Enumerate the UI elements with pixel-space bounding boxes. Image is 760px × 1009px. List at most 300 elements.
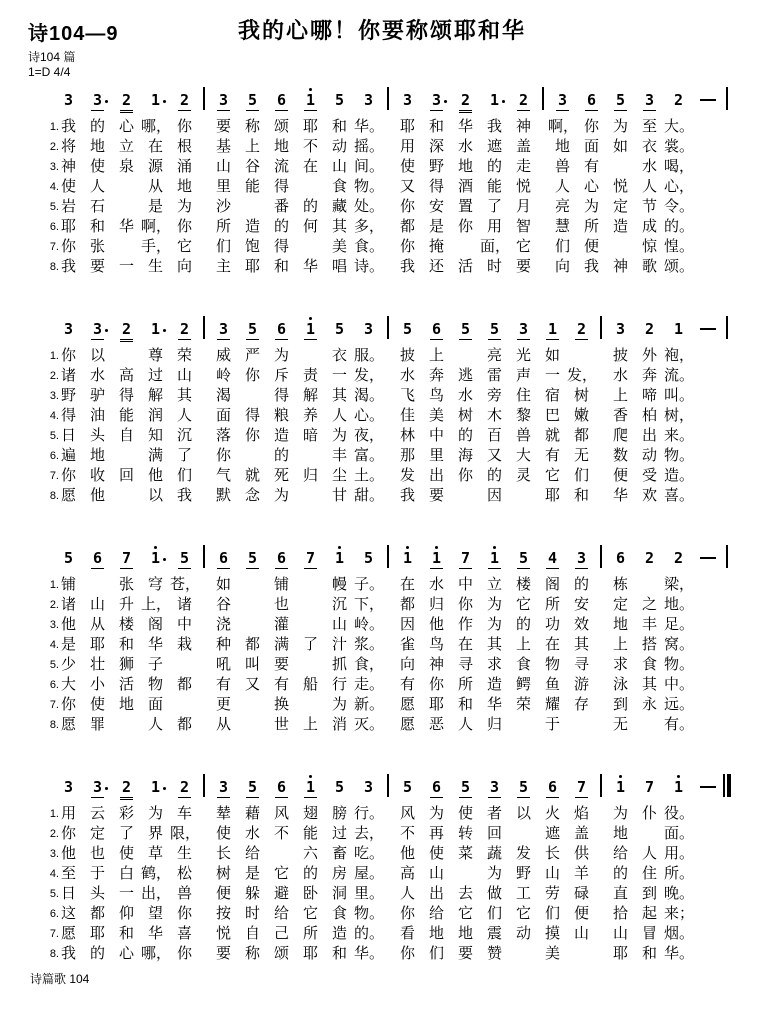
syllable: 要 [457,945,473,962]
syllable: 立 [486,576,502,593]
syllable [296,595,325,615]
lyric-row [28,804,736,824]
syllable: 默 [215,487,231,504]
bar-gap [383,635,393,655]
note [54,544,83,572]
syllable: 其 [641,676,657,693]
syllable: 直 [612,885,628,902]
syllable: 火 [544,805,560,822]
syllable: 耶 [89,636,105,653]
syllable: 那 [399,447,415,464]
syllable [238,575,267,595]
syllable: 威 [215,347,231,364]
note [83,315,112,343]
syllable: 上 [244,138,260,155]
syllable: 泉 [118,158,134,175]
syllable: 水 [244,825,260,842]
lyric-row [28,237,736,257]
note [267,315,296,343]
syllable: 旁 [486,387,502,404]
bar-gap [199,486,209,506]
syllable: 甜。 [354,487,385,504]
syllable: 海 [457,447,473,464]
syllable: 为 [486,596,502,613]
syllable: 头 [89,885,105,902]
syllable: 以 [89,347,105,364]
syllable: 动 [331,138,347,155]
bar-gap [199,904,209,924]
syllable: 披 [612,347,628,364]
syllable: 和 [457,696,473,713]
verse-number: 2. [49,599,59,611]
verse-number: 3. [49,619,59,631]
note-digit: 3 [63,778,74,796]
syllable: 的 [486,158,502,175]
syllable: 看 [399,925,415,942]
syllable: 船 [302,676,318,693]
lyric-row [28,386,736,406]
note-digit: 3 [218,320,229,338]
syllable: 更 [215,696,231,713]
note [451,315,480,343]
underline [178,110,191,111]
note [451,544,480,572]
syllable: 了 [486,198,502,215]
syllable: 风 [273,805,289,822]
lyric-row [28,406,736,426]
syllable: 种 [215,636,231,653]
syllable: 其 [331,387,347,404]
syllable: 就 [544,427,560,444]
syllable: 使 [89,696,105,713]
underline [575,797,588,798]
syllable: 都 [89,905,105,922]
syllable: 为 [612,805,628,822]
syllable: 羊 [573,865,589,882]
syllable: 你 [399,238,415,255]
note-digit: 1 [151,778,160,796]
syllable: 死 [273,467,289,484]
bar-gap [199,804,209,824]
syllable: 去 [457,885,473,902]
syllable: 华。 [354,945,385,962]
bar-gap [199,217,209,237]
syllable: 黎 [515,407,531,424]
syllable: 是 [147,198,163,215]
syllable: 爬 [612,427,628,444]
lyric-row [28,157,736,177]
underline [304,797,317,798]
bar-gap [383,406,393,426]
syllable: 水 [89,367,105,384]
syllable: 称 [244,118,260,135]
syllable: 足。 [664,616,695,633]
syllable: 住 [515,387,531,404]
syllable: 丰 [641,616,657,633]
syllable: 鳄 [515,676,531,693]
duration-dot [163,558,166,561]
syllable: 面 [583,138,599,155]
syllable: 归 [486,716,502,733]
note [141,86,170,114]
syllable: 将 [60,138,76,155]
syllable: 岩 [60,198,76,215]
syllable [238,595,267,615]
syllable: 灭。 [354,716,385,733]
syllable: 浆。 [354,636,385,653]
syllable: 供 [573,845,589,862]
underline [246,110,259,111]
syllable: 物。 [354,178,385,195]
underline-slot [120,109,133,114]
note-digit: 7 [460,549,471,567]
syllable [693,486,722,506]
syllable: 美 [428,407,444,424]
underline [178,568,191,569]
syllable: 效 [573,616,589,633]
syllable: 根 [176,138,192,155]
note [548,86,577,114]
syllable: 子 [147,656,163,673]
syllable: 物。 [664,447,695,464]
syllable: 耶 [544,487,560,504]
syllable: 劳 [544,885,560,902]
underline-slot [304,796,317,801]
underline-slot [217,567,230,572]
dash-mark [700,99,716,101]
syllable: 发， [567,367,598,384]
bar-gap [722,715,732,735]
syllable: 定 [612,596,628,613]
syllable: 叫 [244,656,260,673]
bar-gap [722,197,732,217]
verse-number: 2. [49,141,59,153]
note-digit: 6 [431,320,442,338]
syllable: 换 [273,696,289,713]
syllable: 愿 [60,925,76,942]
bar-gap [383,366,393,386]
syllable: 柏 [641,407,657,424]
syllable: 丰 [331,447,347,464]
syllable: 落 [215,427,231,444]
syllable: 膀 [331,805,347,822]
syllable: 一 [118,885,134,902]
syllable: 屋。 [354,865,385,882]
syllable: 歌 [641,258,657,275]
syllable [451,237,480,257]
syllable: 有 [544,447,560,464]
note-digit: 5 [179,549,190,567]
note [635,86,664,114]
bar-gap [383,257,393,277]
note [267,86,296,114]
bar-gap [383,804,393,824]
syllable: 在 [147,138,163,155]
syllable: 我 [399,487,415,504]
syllable: 神 [612,258,628,275]
syllable: 作 [457,616,473,633]
underline [304,110,317,111]
syllable: 野 [428,158,444,175]
syllable: 巴 [544,407,560,424]
syllable: 亮 [486,347,502,364]
bar-gap [722,257,732,277]
lyric-row [28,346,736,366]
note [83,773,112,801]
underline [614,110,627,111]
underline [585,110,598,111]
syllable: 的 [302,198,318,215]
verse-number: 7. [49,699,59,711]
syllable: 草 [147,845,163,862]
barline-mark [726,87,728,110]
syllable: 你 [60,467,76,484]
syllable: 奔 [641,367,657,384]
note-digit: 1 [673,320,684,338]
syllable: 从 [147,178,163,195]
bar-gap [199,864,209,884]
note [209,86,238,114]
syllable: 哪， [141,118,172,135]
dash-note [693,86,722,114]
syllable: 的。 [664,218,695,235]
syllable: 水 [457,387,473,404]
syllable: 也 [89,845,105,862]
syllable: 过 [147,367,163,384]
syllable: 物。 [664,656,695,673]
underline [91,110,104,111]
syllable: 使 [60,178,76,195]
underline [459,110,472,111]
underline-slot [217,109,230,114]
syllable: 它 [544,467,560,484]
syllable: 面 [147,696,163,713]
syllable: 这 [60,905,76,922]
notes-row [28,544,736,572]
syllable: 行。 [354,805,385,822]
syllable: 悦 [215,925,231,942]
barline-mark [726,316,728,339]
syllable: 做 [486,885,502,902]
syllable: 里。 [354,885,385,902]
syllable [693,237,722,257]
syllable: 啊， [548,118,579,135]
underline-slot [275,796,288,801]
syllable: 水 [457,138,473,155]
syllable: 林 [399,427,415,444]
note-digit: 1 [547,320,558,338]
syllable [693,615,722,635]
syllable [509,715,538,735]
syllable: 喜 [176,925,192,942]
syllable: 的 [273,447,289,464]
note-digit: 6 [276,778,287,796]
syllable: 所 [544,596,560,613]
syllable: 收 [89,467,105,484]
syllable: 酒 [457,178,473,195]
syllable: 大 [515,447,531,464]
barline [199,544,209,572]
syllable: 是 [60,636,76,653]
barline [722,544,732,572]
syllable: 楼 [515,576,531,593]
syllable: 你 [244,427,260,444]
syllable: 要 [273,656,289,673]
syllable: 我 [583,258,599,275]
syllable: 地 [457,158,473,175]
syllable: 暗 [302,427,318,444]
syllable: 出 [428,885,444,902]
syllable: 食 [641,656,657,673]
note-digit: 6 [92,549,103,567]
syllable: 手， [141,238,172,255]
syllable: 都 [176,716,192,733]
underline [120,797,133,798]
lyric-row [28,884,736,904]
note-digit: 2 [460,91,471,109]
note [635,773,664,801]
syllable: 处。 [354,198,385,215]
syllable: 知 [147,427,163,444]
syllable: 造 [486,676,502,693]
bar-gap [383,157,393,177]
lyric-row [28,217,736,237]
underline-slot [575,338,588,343]
underline [275,110,288,111]
syllable: 满 [273,636,289,653]
syllable: 望 [147,905,163,922]
bar-gap [383,695,393,715]
syllable: 华 [147,636,163,653]
underline-slot [556,109,569,114]
barline-mark [387,87,389,110]
syllable: 抓 [331,656,347,673]
syllable [693,844,722,864]
syllable: 搭 [641,636,657,653]
note [170,773,199,801]
syllable: 藉 [244,805,260,822]
syllable: 云 [89,805,105,822]
bar-gap [722,824,732,844]
syllable: 它 [515,238,531,255]
barline-mark [726,545,728,568]
syllable: 吼 [215,656,231,673]
syllable: 的 [612,865,628,882]
syllable: 了 [176,447,192,464]
syllable: 喜。 [664,487,695,504]
syllable: 的 [457,427,473,444]
syllable: 躲 [244,885,260,902]
note [664,86,693,114]
syllable: 山 [612,925,628,942]
note-digit: 2 [673,549,684,567]
syllable [451,346,480,366]
syllable: 给 [273,905,289,922]
note [422,315,451,343]
syllable: 中 [428,427,444,444]
note [538,544,567,572]
note-digit [700,778,716,796]
syllable: 为 [273,347,289,364]
duration-dot [105,787,108,790]
underline-slot [459,796,472,801]
syllable: 寻 [573,656,589,673]
syllable: 发 [515,845,531,862]
barline [199,86,209,114]
verse-number: 4. [49,639,59,651]
syllable [296,346,325,366]
note-digit: 2 [673,91,684,109]
syllable: 了 [302,636,318,653]
syllable: 向 [176,258,192,275]
note [112,773,141,801]
syllable: 哪， [141,945,172,962]
syllable: 心 [118,945,134,962]
syllable: 和 [273,258,289,275]
syllable: 岭 [215,367,231,384]
lyric-row [28,446,736,466]
syllable: 无 [612,716,628,733]
note [577,86,606,114]
syllable: 造 [273,427,289,444]
syllable: 因 [399,616,415,633]
underline-slot [91,109,104,114]
syllable: 他 [399,845,415,862]
syllable: 水 [399,367,415,384]
row-spacer [28,86,54,114]
bar-gap [538,117,548,137]
note [451,86,480,114]
syllable: 行 [331,676,347,693]
syllable [635,715,664,735]
bar-gap [596,466,606,486]
bar-gap [383,615,393,635]
syllable: 地 [612,825,628,842]
bar-gap [722,595,732,615]
syllable: 便 [573,905,589,922]
syllable: 他 [60,616,76,633]
syllable: 和 [331,945,347,962]
syllable: 至 [60,865,76,882]
syllable [112,197,141,217]
syllable: 子。 [354,576,385,593]
syllable: 藏 [331,198,347,215]
syllable: 啼 [641,387,657,404]
syllable [693,575,722,595]
bar-gap [383,426,393,446]
syllable: 自 [244,925,260,942]
syllable: 岭。 [354,616,385,633]
syllable: 定 [89,825,105,842]
syllable: 称 [244,945,260,962]
syllable [693,426,722,446]
syllable: 你 [60,825,76,842]
syllable: 其 [331,218,347,235]
underline [91,797,104,798]
syllable: 服。 [354,347,385,364]
syllable: 给 [244,845,260,862]
verse-number: 2. [49,370,59,382]
syllable: 你 [60,696,76,713]
syllable: 愿 [60,487,76,504]
syllable: 水 [612,367,628,384]
syllable: 和 [573,487,589,504]
underline [217,339,230,340]
note-digit: 1 [402,549,413,567]
syllable [567,346,596,366]
syllable: 摇。 [354,138,385,155]
syllable: 华 [302,258,318,275]
